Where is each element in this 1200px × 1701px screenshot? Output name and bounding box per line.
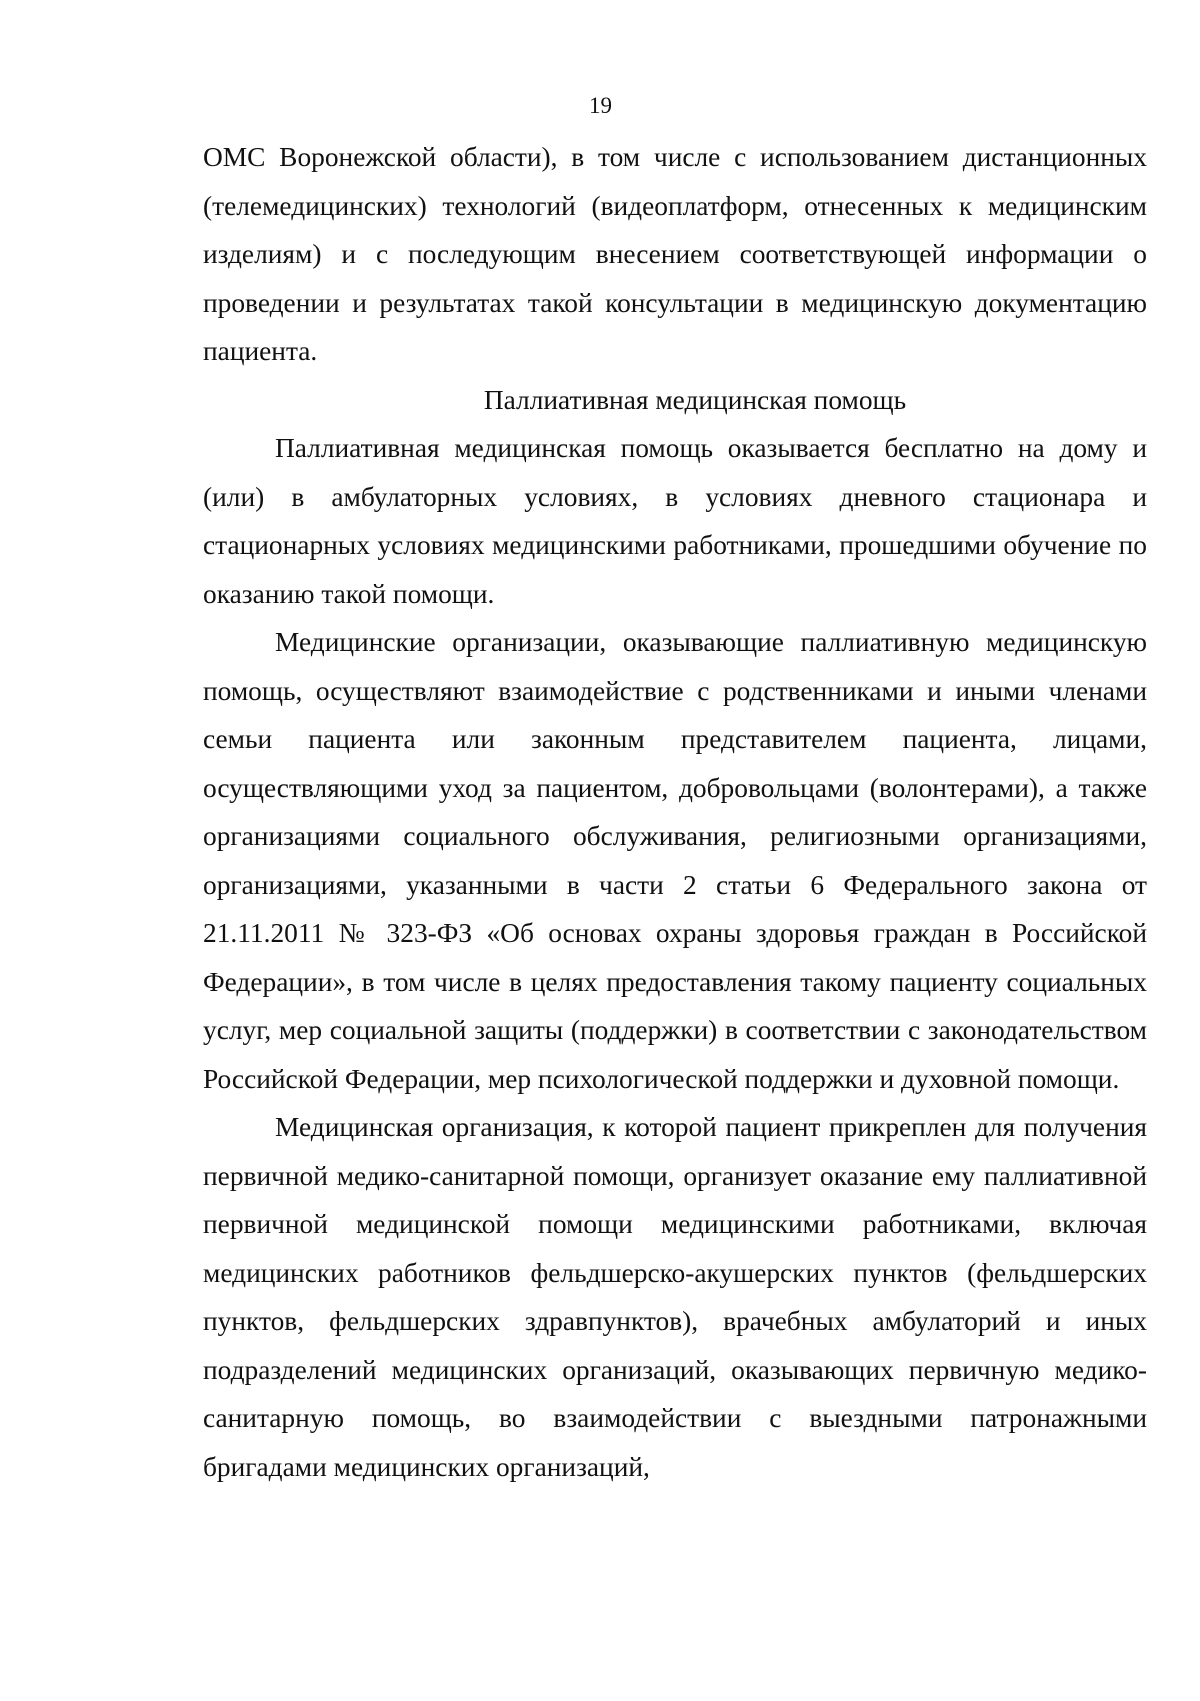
paragraph-organizations-interaction: Медицинские организации, оказывающие паллиативную медицинскую помощь, осуществляют взаимодействие с родственниками и иными членами семьи пациента или законным представителем пациента, лицами, осуществляющими уход за пациентом, добровольцами (волонтерами), а также организациями социального обслуживания, религиозными организациями, организациями, указанными в части 2 статьи 6 Федерального закона от 21.11.2011 № 323-ФЗ «Об основах охраны здоровья граждан в Российской Федерации», в том числе в целях предоставления такому пациенту социальных услуг, мер социальной защиты (поддержки) в соответствии с законодательством Российской Федерации, мер психологической поддержки и духовной помощи. — [203, 627, 1147, 1094]
page-number: 19 — [589, 93, 612, 118]
paragraph-primary-care: Медицинская организация, к которой пациент прикреплен для получения первичной медико-санитарной помощи, организует оказание ему паллиативной первичной медицинской помощи медицинскими работниками, включая медицинских работников фельдшерско-акушерских пунктов (фельдшерских пунктов, фельдшерских здравпунктов), врачебных амбулаторий и иных подразделений медицинских организаций, оказывающих первичную медико-санитарную помощь, во взаимодействии с выездными патронажными бригадами медицинских организаций, — [203, 1112, 1147, 1482]
paragraph-continuation: ОМС Воронежской области), в том числе с использованием дистанционных (телемедицинских) технологий (видеоплатформ, отнесенных к медицинским изделиям) и с последующим внесением соответствующей информации о проведении и результатах такой консультации в медицинскую документацию пациента. — [203, 142, 1147, 366]
section-heading: Паллиативная медицинская помощь — [483, 384, 907, 415]
document-body — [203, 133, 1147, 1491]
paragraph-palliative-care: Паллиативная медицинская помощь оказывается бесплатно на дому и (или) в амбулаторных условиях, в условиях дневного стационара и стационарных условиях медицинскими работниками, прошедшими обучение по оказанию такой помощи. — [203, 433, 1147, 609]
